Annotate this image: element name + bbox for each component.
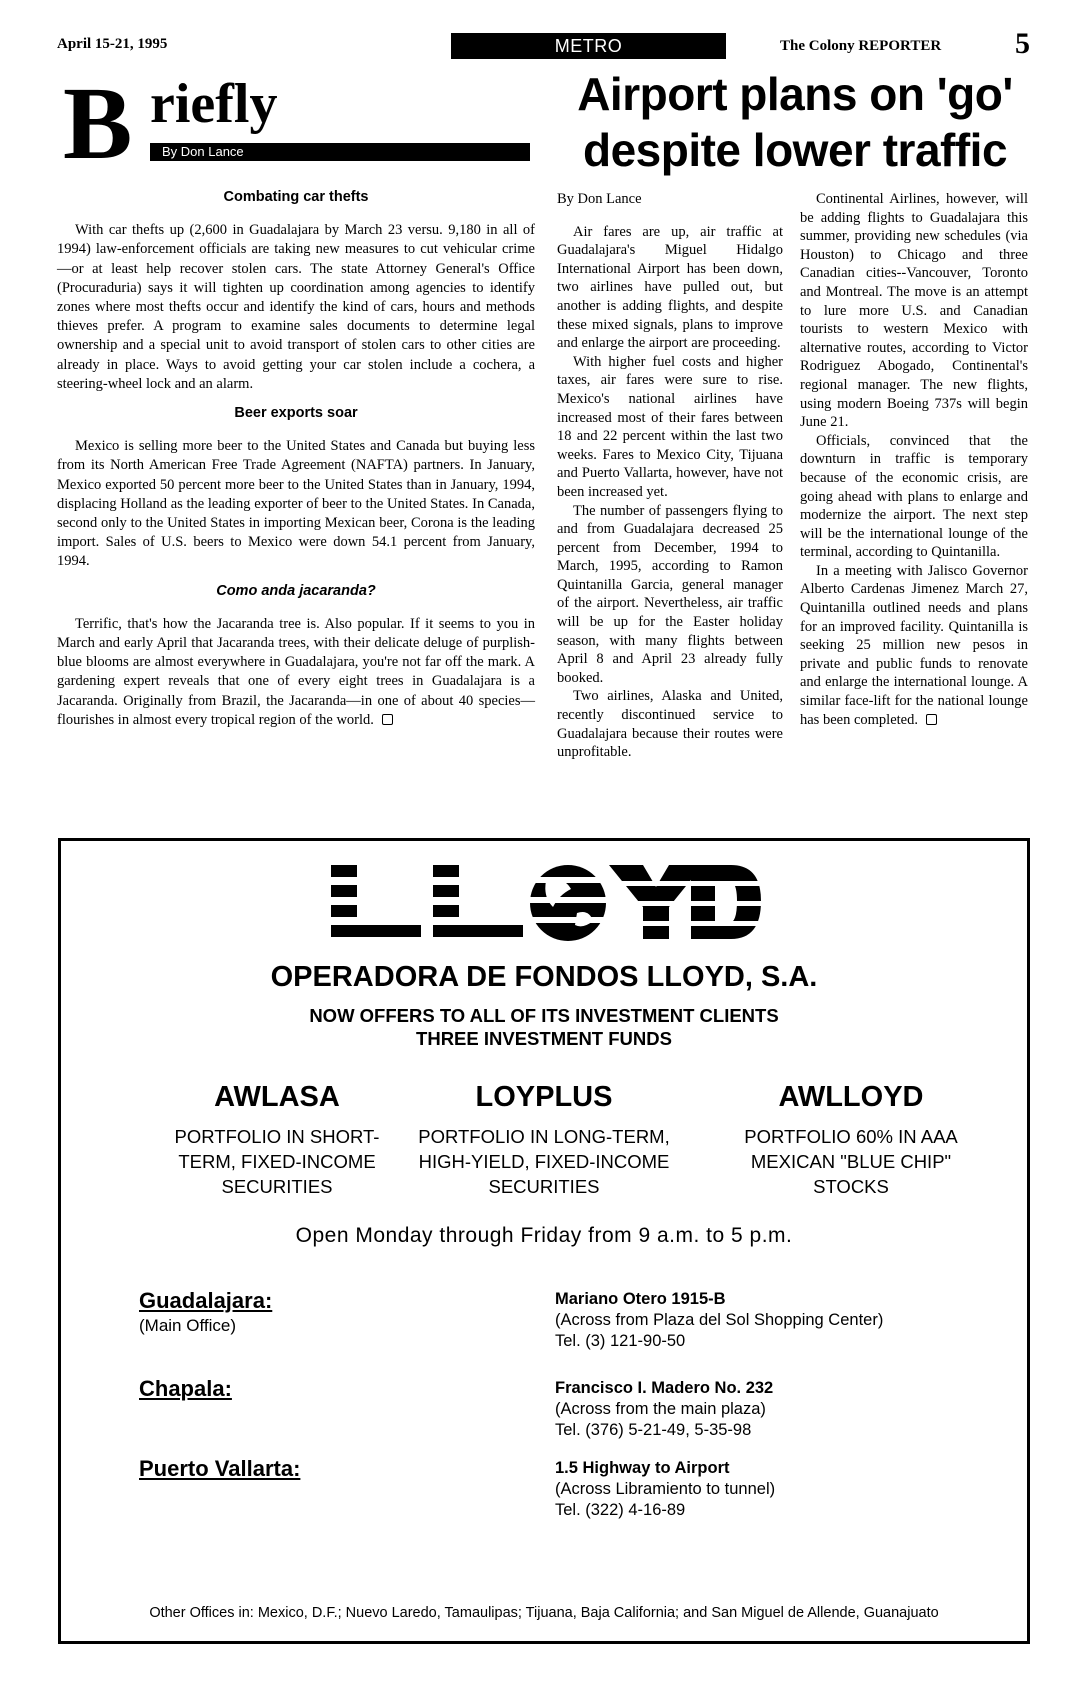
section-label: METRO [451, 33, 726, 59]
fund-description: MEXICAN "BLUE CHIP" [750, 1151, 952, 1172]
other-offices: Other Offices in: Mexico, D.F.; Nuevo Laredo, Tamaulipas; Tijuana, Baja California; and San Miguel de Allende, Guanajuato [149, 1605, 939, 1621]
issue-date: April 15-21, 1995 [57, 36, 168, 52]
fund-name: AWLLOYD [778, 1081, 924, 1113]
brief-heading: Combating car thefts [223, 189, 369, 205]
fund-description: SECURITIES [221, 1176, 333, 1197]
newspaper-name: The Colony REPORTER [780, 38, 942, 54]
brief-paragraph: With car thefts up (2,600 in Guadalajara by March 23 versu. 9,180 in all of 1994) law-enforcement officials are taking new measures to cut vehicular crime—or at least help recover stolen cars. The state Attorney General's Office (Procuraduria) says it will tighten up coordination among agencies to identify zones where most thefts occur and identify the kind of cars, hours and methods thieves prefer. A program to examine sales documents to determine legal ownership and a special unit to avoid transport of stolen cars to other cities are already in place. Ways to avoid getting your car stolen include a cochera, a steering-wheel lock and an alarm. [57, 222, 535, 392]
office-phone: Tel. (376) 5-21-49, 5-35-98 [555, 1421, 752, 1439]
briefly-title-initial: B [63, 66, 133, 181]
fund-description: SECURITIES [488, 1176, 600, 1197]
ad-offers [61, 1004, 1027, 1050]
briefly-byline: By Don Lance [150, 143, 530, 161]
brief-heading: Beer exports soar [234, 405, 358, 422]
company-name: OPERADORA DE FONDOS LLOYD, S.A. [270, 961, 818, 993]
end-mark-icon [382, 714, 393, 725]
office-street: Francisco I. Madero No. 232 [555, 1379, 774, 1397]
office-street: Mariano Otero 1915-B [555, 1290, 726, 1308]
fund-description: HIGH-YIELD, FIXED-INCOME [418, 1151, 670, 1172]
office-address [555, 1289, 995, 1352]
brief-paragraph: Terrific, that's how the Jacaranda tree is. Also popular. If it seems to you in March and early April that Jacaranda trees, with their delicate deluge of purplish-blue blooms are almost everywhere in Guadalajara, you're not far off the mark. A gardening expert reveals that one of every eight trees in Guadalajara is a Jacaranda. Originally from Brazil, the Jacaranda—in one of about 40 species—flourishes in almost every tropical region of the world. [57, 615, 535, 728]
fund-description: TERM, FIXED-INCOME [178, 1151, 376, 1172]
office-city: Chapala: [139, 1376, 232, 1401]
office-phone: Tel. (3) 121-90-50 [555, 1332, 686, 1350]
lloyd-logo [331, 863, 761, 953]
fund-loyplus [399, 1081, 689, 1199]
fund-description: PORTFOLIO IN SHORT- [174, 1126, 380, 1147]
article-paragraph: The number of passengers flying to and from Guadalajara decreased 25 percent from December, 1994 to March, 1995, according to Ramon Quintanilla Garcia, general manager of the airport. Nevertheless, air traffic will be up for the Easter holiday season, with many flights between April 8 and April 23 already fully booked. [557, 502, 783, 686]
fund-description: STOCKS [813, 1176, 889, 1197]
page-header [55, 27, 1030, 60]
fund-name: AWLASA [214, 1081, 340, 1113]
office-city: Guadalajara: [139, 1288, 273, 1313]
article-paragraph: Air fares are up, air traffic at Guadalajara's Miguel Hidalgo International Airport has been down, two airlines have pulled out, but another is adding flights, and despite these mixed signals, plans to improve and enlarge the airport are proceeding. [557, 223, 783, 352]
article-paragraph: Continental Airlines, however, will be adding flights to Guadalajara this summer, providing new schedules (via Houston) to Chicago and three Canadian cities--Vancouver, Toronto and Montreal. The move is an attempt to lure more U.S. and Canadian tourists to western Mexico with alternative routes, according to Victor Rodriguez Abogado, Continental's regional manager. The new flights, using modern Boeing 737s will begin June 21. [800, 191, 1028, 431]
office-city: Puerto Vallarta: [139, 1456, 301, 1481]
lloyd-advertisement [58, 838, 1030, 1644]
brief-paragraph: Mexico is selling more beer to the United States and Canada but buying less from its North American Free Trade Agreement (NAFTA) partners. In January, Mexico exported 50 percent more beer to the United States than in January, 1994, displacing Holland as the leading exporter of beer to the United States. In Canada, second only to the United States in importing Mexican beer, Corona is the leading import. Sales of U.S. beers to Mexico were down 54.1 percent from January, 1994. [57, 438, 535, 570]
article-paragraph: With higher fuel costs and higher taxes, air fares were sure to rise. Mexico's national airlines have increased most of their fares between 18 and 22 percent within the last two weeks. Fares to Mexico City, Tijuana and Puerto Vallarta, however, have not been increased yet. [557, 353, 783, 500]
article-paragraph: Two airlines, Alaska and United, recently discontinued service to Guadalajara because their routes were unprofitable. [557, 688, 783, 761]
briefly-column [57, 188, 535, 730]
offers-line: NOW OFFERS TO ALL OF ITS INVESTMENT CLIENTS [309, 1005, 779, 1026]
end-mark-icon [926, 714, 937, 725]
fund-awlasa [127, 1081, 427, 1199]
office-address [555, 1458, 995, 1521]
office-note: (Main Office) [139, 1316, 236, 1335]
fund-description: PORTFOLIO 60% IN AAA [744, 1126, 958, 1147]
airport-column-1 [557, 190, 783, 762]
offers-line: THREE INVESTMENT FUNDS [416, 1028, 672, 1049]
office-landmark: (Across from the main plaza) [555, 1400, 766, 1418]
briefly-title: riefly [150, 73, 278, 135]
article-paragraph: In a meeting with Jalisco Governor Alberto Cardenas Jimenez March 27, Quintanilla outlined needs and plans for an improved facility. Quintanilla is seeking 25 million new pesos in private and public funds to renovate and enlarge the international lounge. A similar face-lift for the national lounge has been completed. [800, 562, 1028, 728]
office-address [555, 1378, 995, 1441]
airport-headline: Airport plans on 'go' despite lower traffic [577, 68, 1013, 176]
fund-awllloyd [701, 1081, 1001, 1199]
fund-name: LOYPLUS [475, 1081, 613, 1113]
article-paragraph: Officials, convinced that the downturn in traffic is temporary because of the economic crisis, are going ahead with plans to enlarge and modernize the airport. The next step will be the international lounge of the terminal, according to Quintanilla. [800, 432, 1028, 561]
office-landmark: (Across Libramiento to tunnel) [555, 1480, 776, 1498]
fund-description: PORTFOLIO IN LONG-TERM, [418, 1126, 670, 1147]
page-number: 5 [1015, 27, 1030, 60]
office-phone: Tel. (322) 4-16-89 [555, 1501, 686, 1519]
office-landmark: (Across from Plaza del Sol Shopping Center) [555, 1311, 884, 1329]
airport-column-2 [800, 190, 1028, 729]
brief-heading: Como anda jacaranda? [216, 582, 376, 599]
office-street: 1.5 Highway to Airport [555, 1459, 730, 1477]
business-hours: Open Monday through Friday from 9 a.m. to 5 p.m. [295, 1224, 793, 1247]
airport-byline: By Don Lance [557, 191, 642, 207]
